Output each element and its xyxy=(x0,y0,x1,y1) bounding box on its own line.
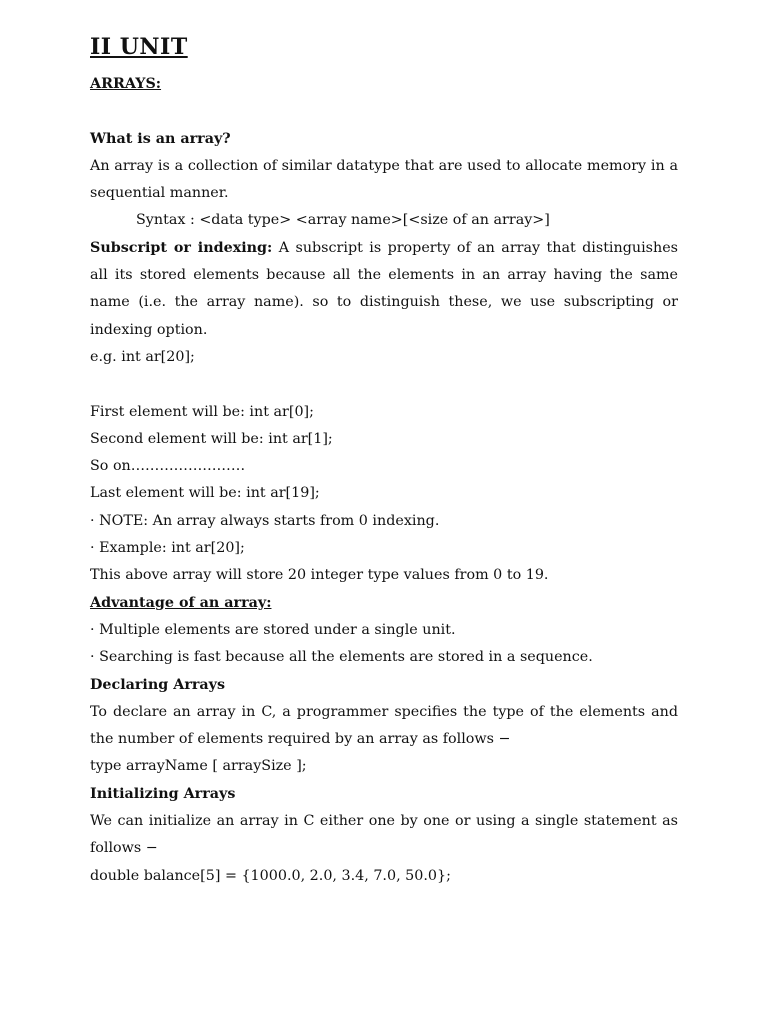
first-element-line: First element will be: int ar[0]; xyxy=(90,403,314,420)
document-body xyxy=(90,71,678,890)
declaring-paragraph: To declare an array in C, a programmer specifies the type of the elements and the number of elements required by an array as follows − xyxy=(90,703,678,748)
advantage-heading: Advantage of an array: xyxy=(90,594,272,611)
initializing-heading: Initializing Arrays xyxy=(90,785,236,802)
initializing-example: double balance[5] = {1000.0, 2.0, 3.4, 7.0, 50.0}; xyxy=(90,867,451,884)
second-element-line: Second element will be: int ar[1]; xyxy=(90,430,333,447)
blank-line xyxy=(90,371,678,398)
section-heading-arrays: ARRAYS: xyxy=(90,76,162,92)
declaring-heading: Declaring Arrays xyxy=(90,676,226,693)
last-element-line: Last element will be: int ar[19]; xyxy=(90,485,320,502)
subscript-paragraph xyxy=(90,235,678,344)
note-bullet: · NOTE: An array always starts from 0 indexing. xyxy=(90,512,440,529)
subscript-label: Subscript or indexing: xyxy=(90,239,273,256)
example-bullet: · Example: int ar[20]; xyxy=(90,540,245,557)
syntax-line: Syntax : <data type> <array name>[<size of an array>] xyxy=(136,212,550,229)
definition-paragraph: An array is a collection of similar datatype that are used to allocate memory in a sequential manner. xyxy=(90,157,678,202)
subscript-text: A subscript is property of an array that distinguishes all its stored elements because all the elements in an array having the same name (i.e. the array name). so to distinguish these, we use subscripting or indexing option. xyxy=(90,239,678,338)
heading-what-is-array: What is an array? xyxy=(90,130,231,147)
unit-title: II UNIT xyxy=(90,34,188,60)
declaring-syntax: type arrayName [ arraySize ]; xyxy=(90,758,307,775)
blank-line xyxy=(90,98,678,125)
example-declaration: e.g. int ar[20]; xyxy=(90,348,195,365)
advantage-bullet-1: · Multiple elements are stored under a single unit. xyxy=(90,621,456,638)
advantage-bullet-2: · Searching is fast because all the elements are stored in a sequence. xyxy=(90,649,593,666)
store-sentence: This above array will store 20 integer type values from 0 to 19. xyxy=(90,567,549,584)
initializing-paragraph: We can initialize an array in C either one by one or using a single statement as follows − xyxy=(90,813,678,857)
so-on-line: So on…………………… xyxy=(90,458,246,475)
